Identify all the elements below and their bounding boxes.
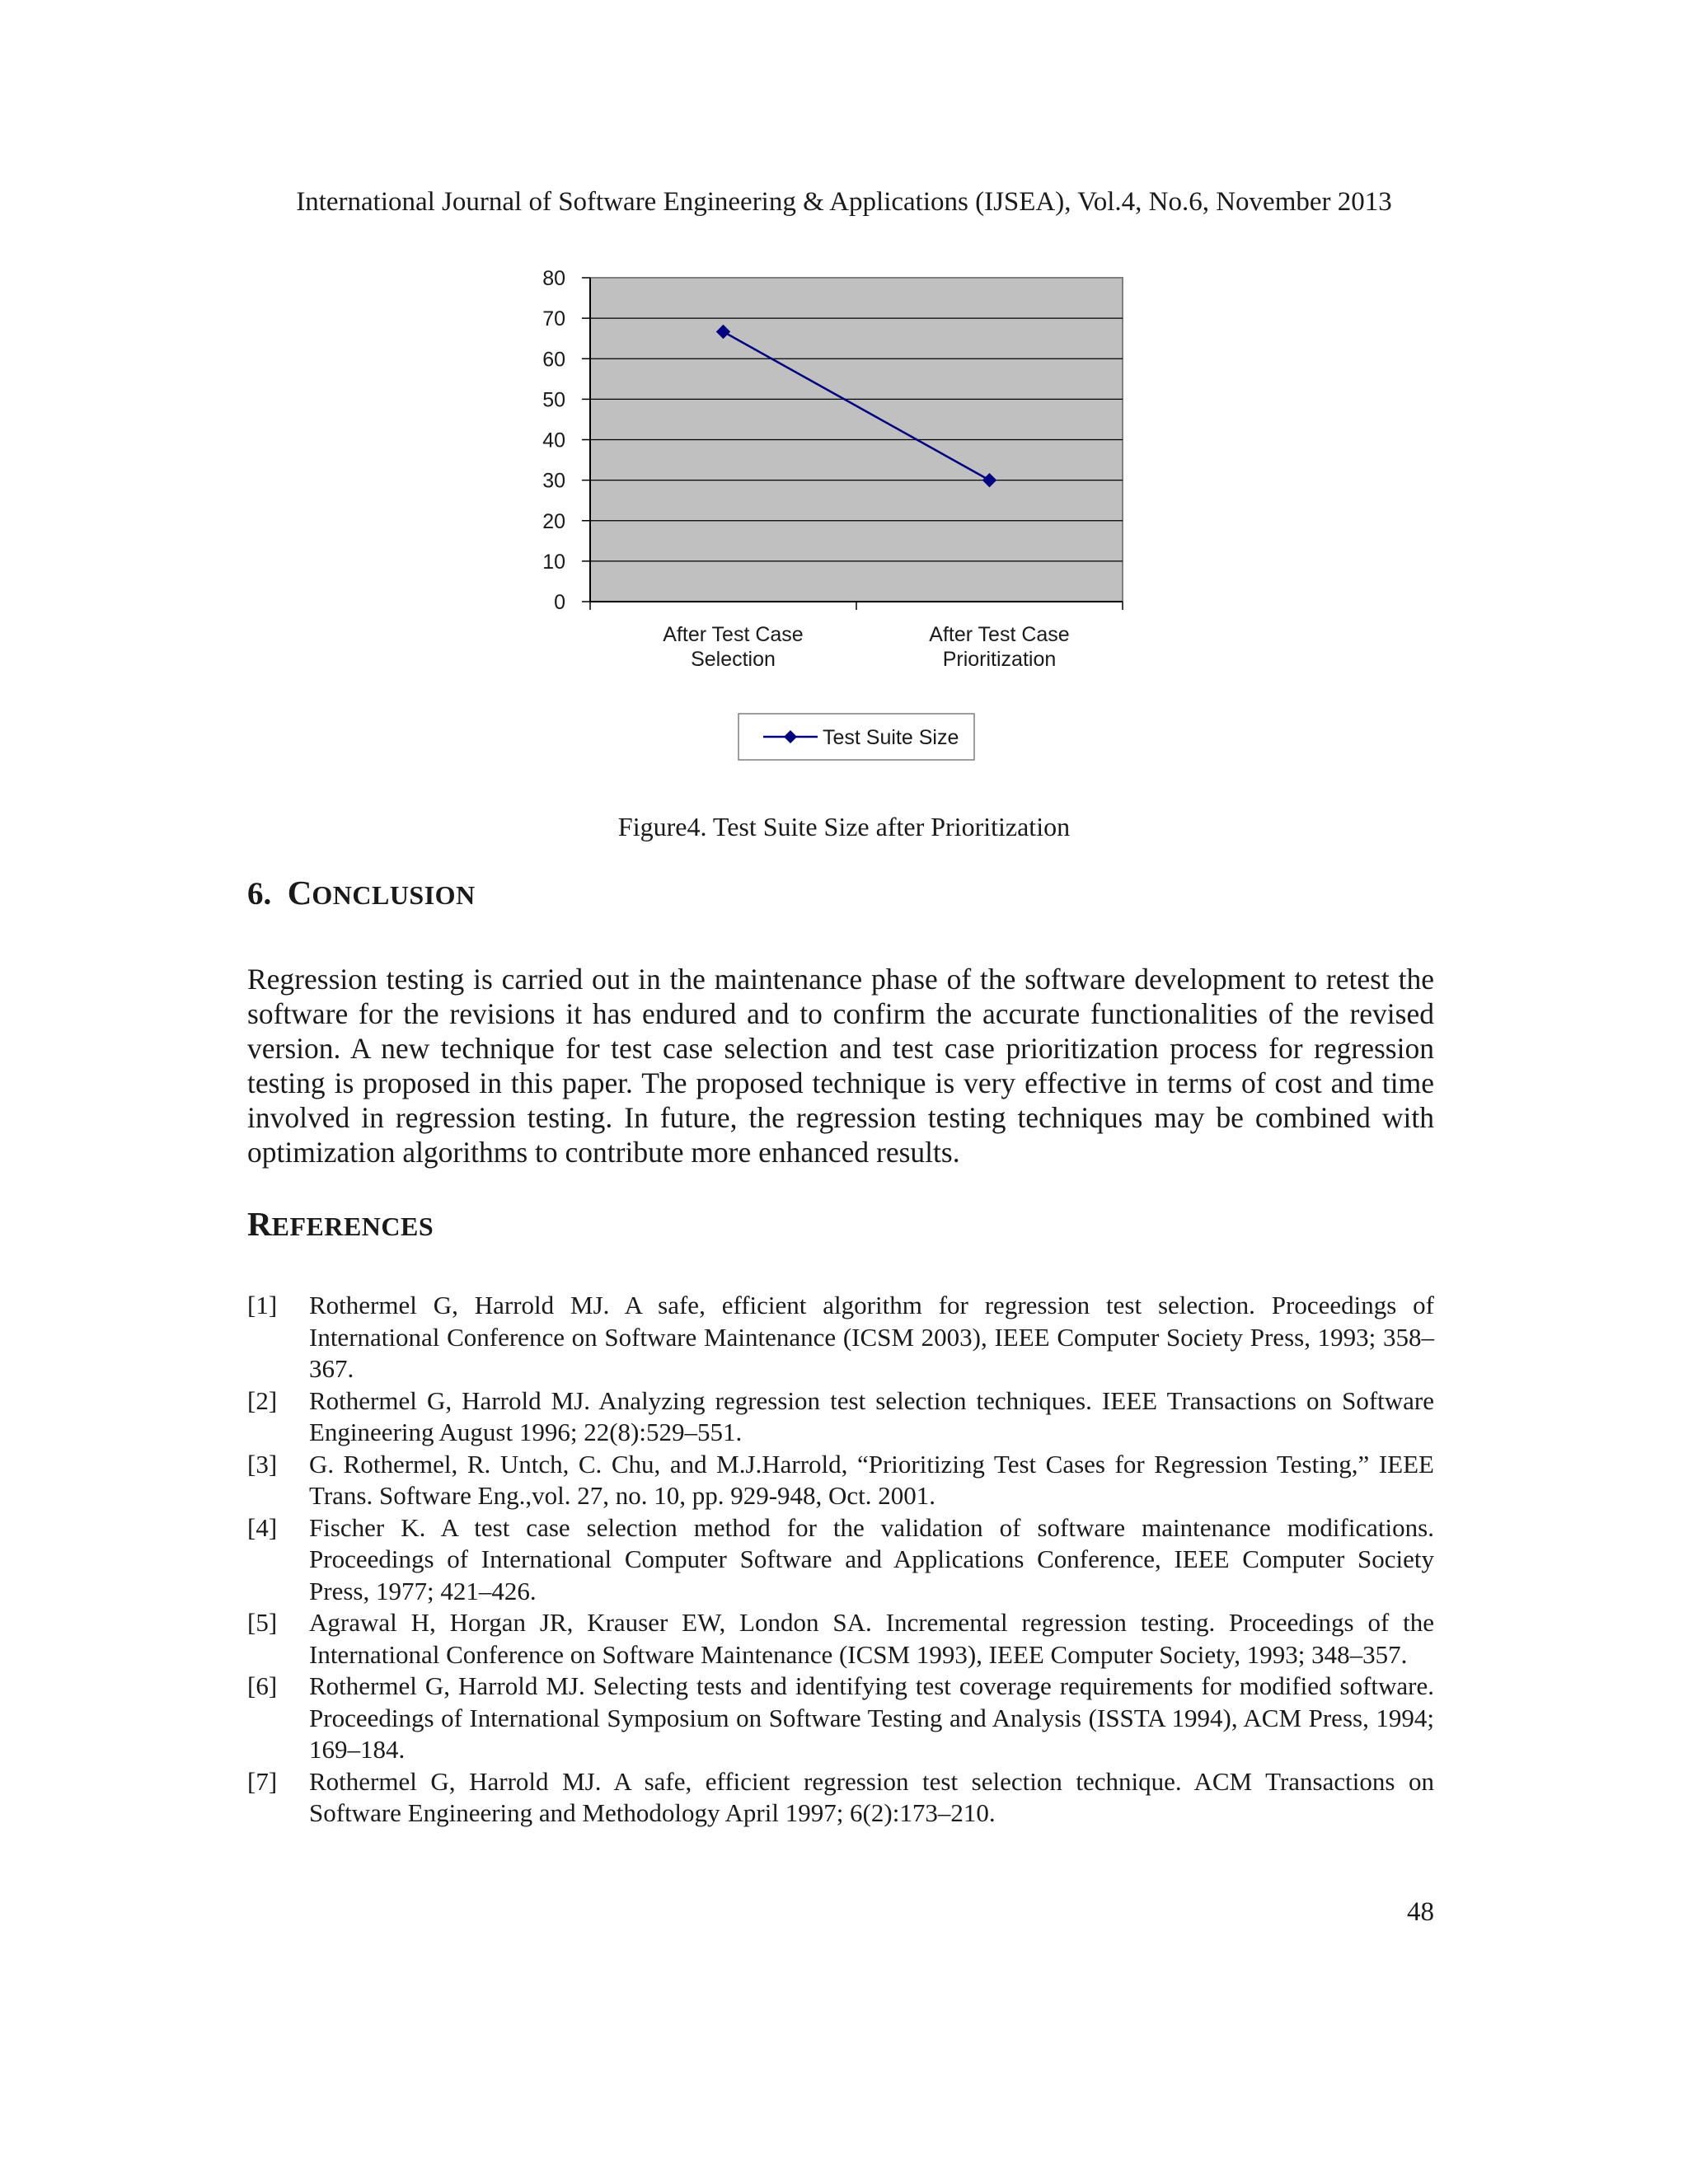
y-tick-label: 10 [542,550,565,574]
y-tick-label: 60 [542,348,565,372]
reference-item [247,1766,1434,1830]
conclusion-title-initial: C [287,874,312,912]
reference-number: [3] [247,1449,278,1479]
x-category-label: After Test Case Prioritization [929,623,1070,671]
running-header: International Journal of Software Engineering & Applications (IJSEA), Vol.4, No.6, November 2013 [296,187,1392,217]
reference-text: Fischer K. A test case selection method for the validation of software maintenance modifications. Proceedings of International Computer Software and Applications Conference, IEEE Computer Society Press, 1977; 421–426. [309,1512,1434,1605]
references-title-rest: EFERENCES [271,1212,434,1241]
reference-item [247,1512,1434,1608]
reference-text: G. Rothermel, R. Untch, C. Chu, and M.J.Harrold, “Prioritizing Test Cases for Regression Testing,” IEEE Trans. Software Eng.,vol. 27, no. 10, pp. 929-948, Oct. 2001. [309,1449,1434,1510]
y-tick-label: 50 [542,388,565,412]
conclusion-number: 6. [247,876,272,912]
chart-layer [542,267,1123,760]
reference-item [247,1607,1434,1671]
references-title-initial: R [247,1205,272,1243]
reference-text: Agrawal H, Horgan JR, Krauser EW, London SA. Incremental regression testing. Proceedings of the International Conference on Software Maintenance (ICSM 1993), IEEE Computer Society, 1993; 348–357. [309,1608,1434,1669]
x-category-label: After Test Case Selection [663,623,804,671]
reference-item [247,1449,1434,1512]
reference-number: [1] [247,1291,278,1319]
conclusion-title-rest: ONCLUSION [312,880,476,910]
reference-text: Rothermel G, Harrold MJ. A safe, efficient algorithm for regression test selection. Proceedings of International Conference on Software Maintenance (ICSM 2003), IEEE Computer Society Press, 1993; 358–367. [309,1291,1434,1383]
reference-number: [6] [247,1671,278,1700]
figure-caption: Figure4. Test Suite Size after Prioritization [617,812,1071,841]
reference-text: Rothermel G, Harrold MJ. Selecting tests and identifying test coverage requirements for modified software. Proceedings of International Symposium on Software Testing and Analysis (ISSTA 1994), ACM Press, 1994; 169–184. [309,1671,1434,1764]
conclusion-paragraph: Regression testing is carried out in the maintenance phase of the software development to retest the software for the revisions it has endured and to confirm the accurate functionalities of the revised version. A new technique for test case selection and test case prioritization process for regression testing is proposed in this paper. The proposed technique is very effective in terms of cost and time involved in regression testing. In future, the regression testing techniques may be combined with optimization algorithms to contribute more enhanced results. [247,963,1434,1169]
references-heading [247,1205,434,1245]
line-chart [0,0,1688,824]
reference-item [247,1671,1434,1766]
y-tick-label: 40 [542,429,565,452]
reference-number: [5] [247,1608,278,1637]
reference-text: Rothermel G, Harrold MJ. A safe, efficient regression test selection technique. ACM Transactions on Software Engineering and Methodology April 1997; 6(2):173–210. [309,1766,1434,1827]
conclusion-heading [247,874,476,914]
reference-number: [4] [247,1512,278,1542]
legend-label: Test Suite Size [823,726,959,749]
reference-item [247,1290,1434,1385]
reference-text: Rothermel G, Harrold MJ. Analyzing regression test selection techniques. IEEE Transactions on Software Engineering August 1996; 22(8):529–551. [309,1385,1434,1446]
reference-number: [7] [247,1766,278,1796]
y-tick-label: 30 [542,469,565,493]
reference-item [247,1385,1434,1449]
y-tick-label: 20 [542,509,565,533]
reference-list [247,1290,1434,1830]
y-tick-label: 0 [554,591,565,614]
y-tick-label: 80 [542,267,565,290]
y-tick-label: 70 [542,307,565,331]
page-number: 48 [1407,1897,1434,1927]
reference-number: [2] [247,1385,278,1415]
